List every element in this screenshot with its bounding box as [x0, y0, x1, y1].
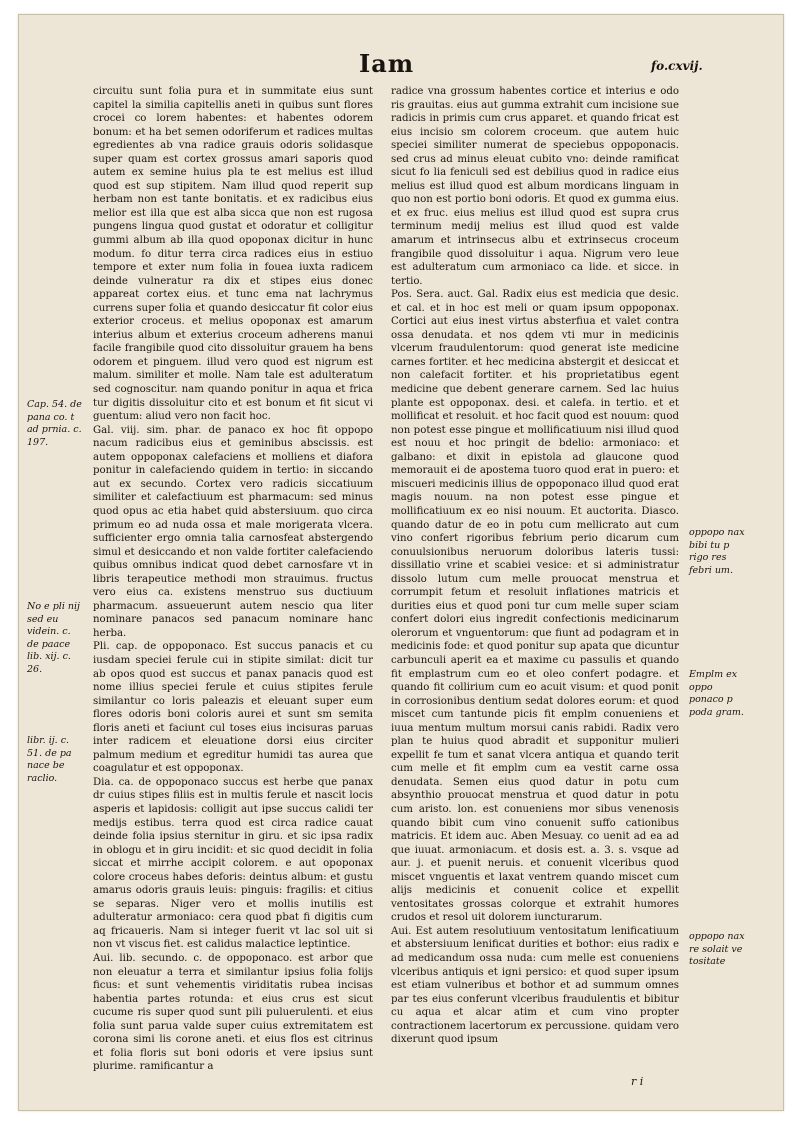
paragraph-avicenna: Aui. lib. secundo. c. de oppoponaco. est arbor que non eleuatur a terra et similantur ipsius folia folijs ficus: et sunt vehementis viriditatis rubea incisas habentia partes rotunda: et eius crus est sicut cucume ris super quod sunt pili puluerulenti. et eius folia sunt parua valde super cuius extremitatem est corona simi lis corone aneti. et eius flos est citrinus et folia floris sut boni odoris et vere ipsius sunt plurime. ramificantur a [93, 953, 373, 1073]
paragraph-galen: Gal. viij. sim. phar. de panaco ex hoc fit oppopo nacum radicibus eius et geminibus abscissis. est autem oppoponax calefaciens et molliens et diafora ponitur in calefaciendo quidem in tertio: in siccando aut ex secundo. Cortex vero radicis siccatiuum similiter et calefactiuum est pharmacum: sed minus quod opus ac etia habet quid abstersiuum. quo circa primum eo ad nuda ossa et male morigerata vlcera. sufficienter ergo omnia talia carnosfeat abstergendo simul et desiccando et non valde fortiter calefaciendo quibus omnibus indicat quod debet carnosfare vt in libris terapeutice methodi mon strauimus. fructus vero eius ca. existens menstruo sus ductiuum pharmacum. assueuerunt autem nescio qua liter nominare panacos sed panacum nominare hanc herba. [93, 424, 373, 639]
margin-note-left-3: libr. ij. c. 51. de pa nace be raclio. [27, 735, 72, 784]
margin-note-left-2: No e pli nij sed eu videin. c. de paace lib. xij. c. 26. [27, 601, 80, 675]
catchword: r i [631, 1075, 644, 1088]
left-column [93, 85, 373, 1074]
paragraph-avicenna-resolutiuum: Aui. Est autem resolutiuum ventositatum lenificatiuum et abstersiuum lenificat durities et bothor: eius radix e ad medicandum ossa nuda: cum melle est conueniens vlceribus antiquis et igni persico: et quod super ipsum est etiam vulneribus et bothor et ad summum omnes par tes eius conferunt vlceribus fraudulentis et bibitur cu aqua et alcar atim et cum vino propter contractionem lacertorum ex percussione. quidam vero dixerunt quod ipsum [391, 925, 679, 1046]
margin-note-right-3: oppopo nax re solait ve tositate [689, 931, 745, 967]
paragraph-opoponax-description: circuitu sunt folia pura et in summitate eius sunt capitel la similia capitellis aneti in quibus sunt flores crocei co lorem habentes: et habentes odorem bonum: et ha bet semen odoriferum et radices multas egredientes ab vna radice grauis odoris solidasque super quam est cortex grossus amari saporis quod autem ex semine huius pla te est melius est illud quod est sup stipitem. Nam illud quod reperit sup herbam non est tante bonitatis. et ex radicibus eius melior est illa que est alba sicca que non est rugosa pungens lingua quod gustat et odoratur et colligitur gummi album ab illa quod opoponax dicitur in hunc modum. fo ditur terra circa radices eius in estiuo tempore et exter num folia in fouea iuxta radicem deinde vulneratur ra dix et stipes eius donec appareat cortex eius. et tunc ema nat lachrymus currens super folia et quando desiccatur fit color eius exterior croceus. et melius opoponax est amarum interius album et exterius croceum adherens manui facile frangibile quod cito dissoluitur grauem ha bens odorem et pinguem. illud vero quod est nigrum est malum. similiter et molle. Nam tale est adulteratum sed cognoscitur. nam quando ponitur in aqua et frica tur digitis dissoluitur cito et est bonum et fit sicut vi guentum: aliud vero non facit hoc. [93, 86, 373, 423]
right-column [391, 85, 679, 1047]
book-page [18, 14, 784, 1111]
margin-note-right-2: Emplm ex oppo ponaco p poda gram. [689, 669, 744, 718]
paragraph-dioscorides: Dia. ca. de oppoponaco succus est herbe que panax dr cuius stipes filiis est in multis ferule et nascit locis asperis et lapidosis: colligit aut ipse succus calidi ter medijs estibus. terra quod est circa radice cauat deinde folia ipsius sternitur in giru. et sic ipsa radix in oblogu et in giru incidit: et sic quod decidit in folia siccat et mirrhe accipit colorem. e aut opoponax colore croceus habes deforis: deintus album: et gustu amarus odoris grauis leuis: pinguis: fragilis: et citius se separas. Niger vero et mollis inutilis est adulteratur armoniaco: cera quod pbat fi digitis cum aq fricaueris. Nam si integer fuerit vt lac sol uit si non vt viscus fiet. est calidus malactice leptintice. [93, 776, 373, 951]
folio-number: fo.cxvij. [651, 59, 703, 73]
paragraph-radix: radice vna grossum habentes cortice et interius e odo ris grauitas. eius aut gumma extrahit cum incisione sue radicis in primis cum crus apparet. et quando fricat est eius incisio sm colorem croceum. que autem huic speciei similiter numerat de speciebus oppoponacis. sed crus ad minus eleuat cubito vno: deinde ramificat sicut fo lia feniculi sed est debilius quod in radice eius melius est illud quod est album mordicans linguam in quo non est portio boni odoris. Et quod ex gumma eius. et ex fruc. eius melius est illud quod est supra crus terminum medij melius est illud quod est valde amarum et intrinsecus albu et extrinsecus croceum frangibile quod dissoluitur i aqua. Nigrum vero leue est adulteratum cum armoniaco ca lide. et sicce. in tertio. [391, 86, 679, 287]
margin-note-right-1: oppopo nax bibi tu p rigo res febri um. [689, 527, 745, 576]
margin-note-left-1: Cap. 54. de pana co. t ad prnia. c. 197. [27, 399, 82, 448]
running-head: Iam [359, 49, 415, 78]
paragraph-serapion: Pos. Sera. auct. Gal. Radix eius est medicia que desic. et cal. et in hoc est meli or quam ipsum oppoponax. Cortici aut eius inest virtus absterfiua et valet contra ossa denudata. et nos qdem vti mur in medicinis vlcerum fraudulentorum: quod generat iste medicine carnes fortiter. et hec medicina abstergit et desiccat et non calefacit fortiter. et his proprietatibus egent medicine que debent generare carnem. Sed lac huius plante est oppoponax. desi. et calefa. in tertio. et et mollificat et resoluit. et hoc facit quod est nouum: quod non potest esse pingue et mollificatiuum nisi illud quod est nouu et hoc pringit de bdelio: armoniaco: et galbano: et dixit in epistola ad glaucone quod memorauit ei de apostema tuoro quod erat in puero: et miscueri medicinis illius de oppoponaco illud quod erat magis nouum. na non potest esse pingue et mollificatiuum ex eo nisi nouum. Et auctorita. Diasco. quando datur de eo in potu cum mellicrato aut cum vino confert rigoribus febrium perio dicarum cum conuulsionibus neruorum doloribus lateris tussi: dissillatio vrine et scabiei vesice: et si administratur dissolo lutum cum melle prouocat menstrua et corrumpit fetum et resoluit inflationes matricis et durities eius et quod poni tur cum melle super sciam confert dolori eius ingredit confectionis medicinarum olerorum et vnguentorum: que fiunt ad podagram et in medicinis fode: et quod ponitur sup apata que dicuntur carbunculi aperit ea et maxime cu passulis et quando fit emplastrum cum eo et oleo confert podagre. et quando fit collirium cum eo acuit visum: et quod ponit in corrosionibus dentium sedat dolores eorum: et quod miscet cum tantunde picis fit emplm conueniens et iuua mentum multum morsui canis rabidi. Radix vero plan te huius quod abradit et supponitur mulieri expellit fe tum et sanat vlcera antiqua et quando terit cum melle et fit emplm cum ea vestit carne ossa denudata. Semen eius quod datur in potu cum absynthio prouocat menstrua et quod datur in potu cum aristo. lon. est conueniens mor sibus venenosis quando bibit cum vino conuenit suffo cationibus matricis. Et idem auc. Aben Mesuay. co uenit ad ea ad que iuuat. armoniacum. et dosis est. a. 3. s. vsque ad aur. j. et puenit neruis. et conuenit vlceribus quod miscet vnguentis et laxat ventrem quando miscet cum alijs medicinis et conuenit colice et expellit ventositates grossas colorque et extrahit humores crudos et resol uit dolorem iuncturarum. [391, 289, 679, 924]
paragraph-pliny: Pli. cap. de oppoponaco. Est succus panacis et cu iusdam speciei ferule cui in stipite similat: dicit tur ab opos quod est succus et panax panacis quod est nome illius speciei ferule et cuius stipites ferule similantur co loris paleazis et eleuant super eum flores odoris boni coloris aurei et sunt sm semita floris aneti et faciunt cul toses eius incisuras paruas inter radicem et eleuatione dorsi eius circiter palmum medium et egreditur humidi tas aurea que coagulatur et est oppoponax. [93, 641, 373, 775]
